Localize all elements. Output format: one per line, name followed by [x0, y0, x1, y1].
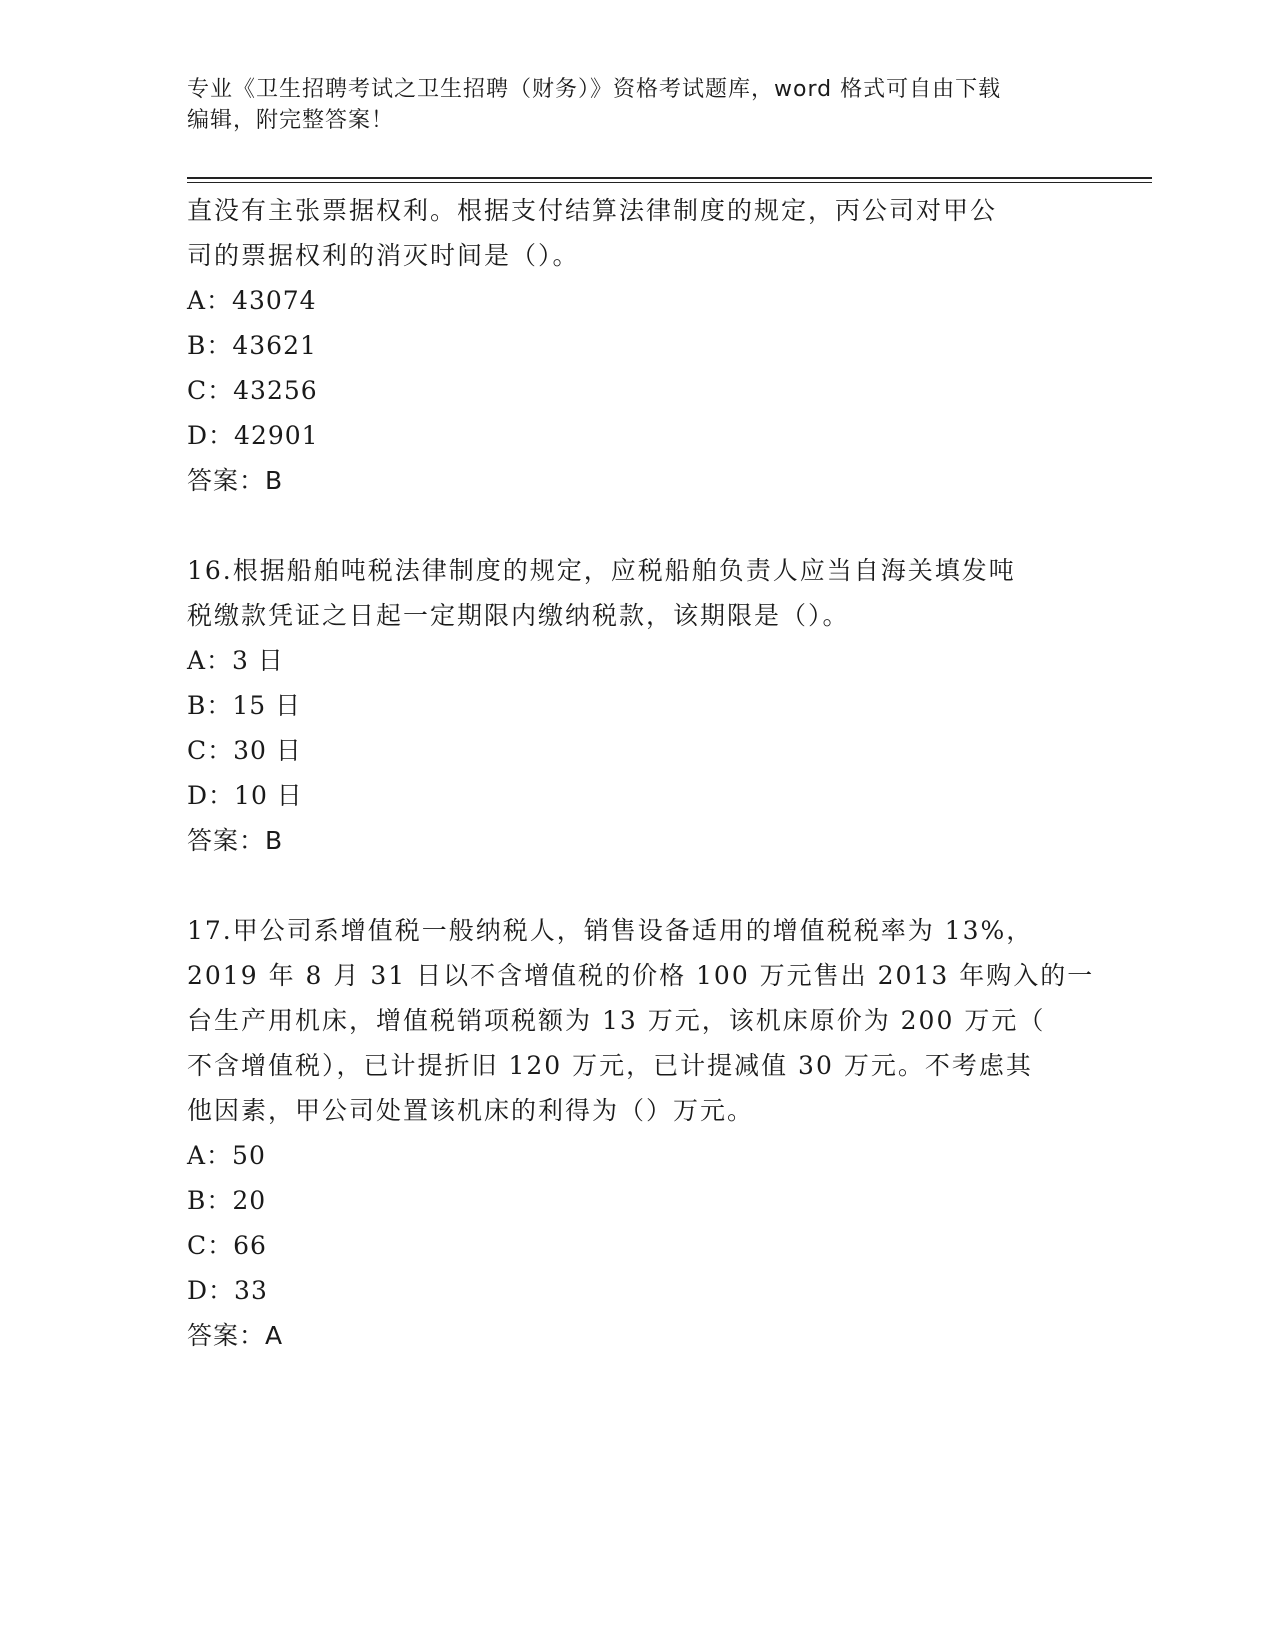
question-text-line: 直没有主张票据权利。根据支付结算法律制度的规定，丙公司对甲公 — [187, 196, 998, 225]
question-text-line: 司的票据权利的消灭时间是（）。 — [187, 241, 580, 270]
header-title-line-2: 编辑，附完整答案！ — [187, 108, 395, 133]
answer-line: 答案：A — [187, 1321, 284, 1350]
option-b: B：43621 — [187, 331, 317, 360]
spacer — [187, 503, 1087, 548]
option-d: D：10 日 — [187, 781, 303, 810]
option-c: C：30 日 — [187, 736, 302, 765]
header-title-line-1: 专业《卫生招聘考试之卫生招聘（财务）》资格考试题库，word 格式可自由下载 — [187, 77, 1002, 102]
header-divider-thin — [187, 182, 1152, 183]
option-b: B：20 — [187, 1186, 267, 1215]
question-16 — [187, 548, 1087, 863]
question-17 — [187, 908, 1095, 1358]
document-header — [187, 74, 1067, 136]
option-d: D：33 — [187, 1276, 268, 1305]
question-text-line: 17.甲公司系增值税一般纳税人，销售设备适用的增值税税率为 13%， — [187, 916, 1034, 945]
question-15 — [187, 188, 1087, 503]
question-text-line: 16.根据船舶吨税法律制度的规定，应税船舶负责人应当自海关填发吨 — [187, 556, 1016, 585]
spacer — [187, 863, 1087, 908]
option-c: C：43256 — [187, 376, 318, 405]
answer-line: 答案：B — [187, 826, 284, 855]
option-a: A：50 — [187, 1141, 266, 1170]
question-text-line: 他因素，甲公司处置该机床的利得为（）万元。 — [187, 1096, 755, 1125]
question-list — [187, 188, 1095, 1358]
option-a: A：43074 — [187, 286, 317, 315]
answer-line: 答案：B — [187, 466, 284, 495]
option-b: B：15 日 — [187, 691, 302, 720]
option-c: C：66 — [187, 1231, 267, 1260]
question-text-line: 税缴款凭证之日起一定期限内缴纳税款，该期限是（）。 — [187, 601, 850, 630]
question-text-line: 不含增值税），已计提折旧 120 万元，已计提减值 30 万元。不考虑其 — [187, 1051, 1033, 1080]
question-text-line: 台生产用机床，增值税销项税额为 13 万元，该机床原价为 200 万元（ — [187, 1006, 1046, 1035]
question-text-line: 2019 年 8 月 31 日以不含增值税的价格 100 万元售出 2013 年购入的一 — [187, 961, 1095, 990]
option-d: D：42901 — [187, 421, 319, 450]
option-a: A：3 日 — [187, 646, 284, 675]
header-divider-thick — [187, 177, 1152, 179]
